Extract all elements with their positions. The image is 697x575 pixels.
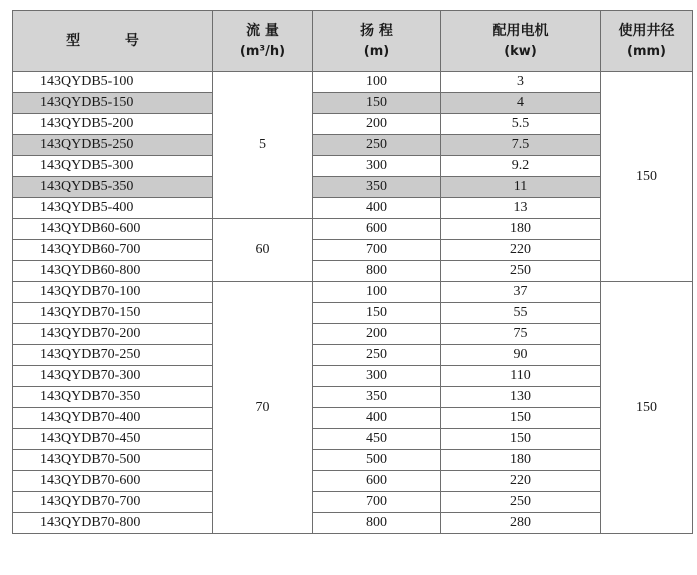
header-model: 型 号 [13,11,213,72]
cell-motor-power: 180 [441,450,601,471]
cell-model: 143QYDB60-700 [13,240,213,261]
cell-well-diameter: 150 [601,282,693,534]
header-row [13,11,693,72]
table-row [13,156,693,177]
pump-spec-table [12,10,693,534]
cell-model: 143QYDB5-150 [13,93,213,114]
cell-model: 143QYDB70-600 [13,471,213,492]
cell-head: 500 [313,450,441,471]
cell-motor-power: 220 [441,240,601,261]
cell-head: 600 [313,219,441,240]
table-row [13,72,693,93]
cell-model: 143QYDB70-300 [13,366,213,387]
cell-head: 400 [313,198,441,219]
cell-motor-power: 150 [441,408,601,429]
table-row [13,303,693,324]
cell-motor-power: 130 [441,387,601,408]
cell-motor-power: 37 [441,282,601,303]
cell-head: 450 [313,429,441,450]
cell-head: 700 [313,240,441,261]
cell-model: 143QYDB70-500 [13,450,213,471]
cell-head: 250 [313,345,441,366]
header-head-unit: (m) [363,43,390,59]
cell-model: 143QYDB5-250 [13,135,213,156]
table-row [13,492,693,513]
cell-motor-power: 11 [441,177,601,198]
cell-head: 300 [313,156,441,177]
cell-motor-power: 280 [441,513,601,534]
cell-well-diameter: 150 [601,72,693,282]
header-motor-title: 配用电机 [492,22,549,39]
cell-model: 143QYDB70-150 [13,303,213,324]
cell-motor-power: 220 [441,471,601,492]
cell-motor-power: 110 [441,366,601,387]
table-row [13,450,693,471]
cell-model: 143QYDB5-350 [13,177,213,198]
cell-model: 143QYDB70-700 [13,492,213,513]
header-well-title: 使用井径 [618,22,675,39]
cell-head: 200 [313,114,441,135]
cell-model: 143QYDB5-400 [13,198,213,219]
table-row [13,135,693,156]
cell-head: 350 [313,177,441,198]
header-flow-title: 流 量 [246,22,279,39]
cell-model: 143QYDB70-800 [13,513,213,534]
cell-motor-power: 7.5 [441,135,601,156]
header-well-unit: (mm) [627,43,666,59]
cell-motor-power: 180 [441,219,601,240]
header-head-title: 扬 程 [360,22,393,39]
table-row [13,345,693,366]
cell-motor-power: 5.5 [441,114,601,135]
cell-model: 143QYDB70-200 [13,324,213,345]
cell-model: 143QYDB5-300 [13,156,213,177]
table-body [13,72,693,534]
cell-model: 143QYDB5-200 [13,114,213,135]
table-row [13,177,693,198]
header-head [313,11,441,72]
table-row [13,198,693,219]
header-motor [441,11,601,72]
header-well [601,11,693,72]
cell-head: 350 [313,387,441,408]
cell-head: 800 [313,261,441,282]
cell-head: 700 [313,492,441,513]
cell-motor-power: 55 [441,303,601,324]
cell-flow: 60 [213,219,313,282]
table-row [13,240,693,261]
cell-head: 400 [313,408,441,429]
cell-motor-power: 75 [441,324,601,345]
cell-head: 150 [313,93,441,114]
header-flow-unit: (m³/h) [239,43,286,59]
cell-motor-power: 4 [441,93,601,114]
cell-model: 143QYDB70-100 [13,282,213,303]
cell-flow: 70 [213,282,313,534]
table-row [13,513,693,534]
cell-motor-power: 250 [441,261,601,282]
cell-model: 143QYDB70-450 [13,429,213,450]
table-row [13,471,693,492]
table-row [13,387,693,408]
table-row [13,408,693,429]
table-row [13,366,693,387]
table-row [13,282,693,303]
table-row [13,114,693,135]
cell-head: 150 [313,303,441,324]
table-row [13,93,693,114]
cell-head: 100 [313,282,441,303]
header-flow [213,11,313,72]
cell-motor-power: 250 [441,492,601,513]
header-motor-unit: (kw) [504,43,537,59]
cell-motor-power: 90 [441,345,601,366]
cell-motor-power: 9.2 [441,156,601,177]
cell-model: 143QYDB70-250 [13,345,213,366]
table-row [13,429,693,450]
cell-model: 143QYDB60-600 [13,219,213,240]
cell-motor-power: 150 [441,429,601,450]
table-row [13,219,693,240]
cell-head: 250 [313,135,441,156]
cell-motor-power: 3 [441,72,601,93]
cell-head: 800 [313,513,441,534]
cell-head: 600 [313,471,441,492]
cell-flow: 5 [213,72,313,219]
cell-motor-power: 13 [441,198,601,219]
cell-model: 143QYDB70-350 [13,387,213,408]
cell-head: 100 [313,72,441,93]
table-row [13,324,693,345]
cell-model: 143QYDB5-100 [13,72,213,93]
table-row [13,261,693,282]
cell-model: 143QYDB70-400 [13,408,213,429]
cell-model: 143QYDB60-800 [13,261,213,282]
cell-head: 200 [313,324,441,345]
cell-head: 300 [313,366,441,387]
